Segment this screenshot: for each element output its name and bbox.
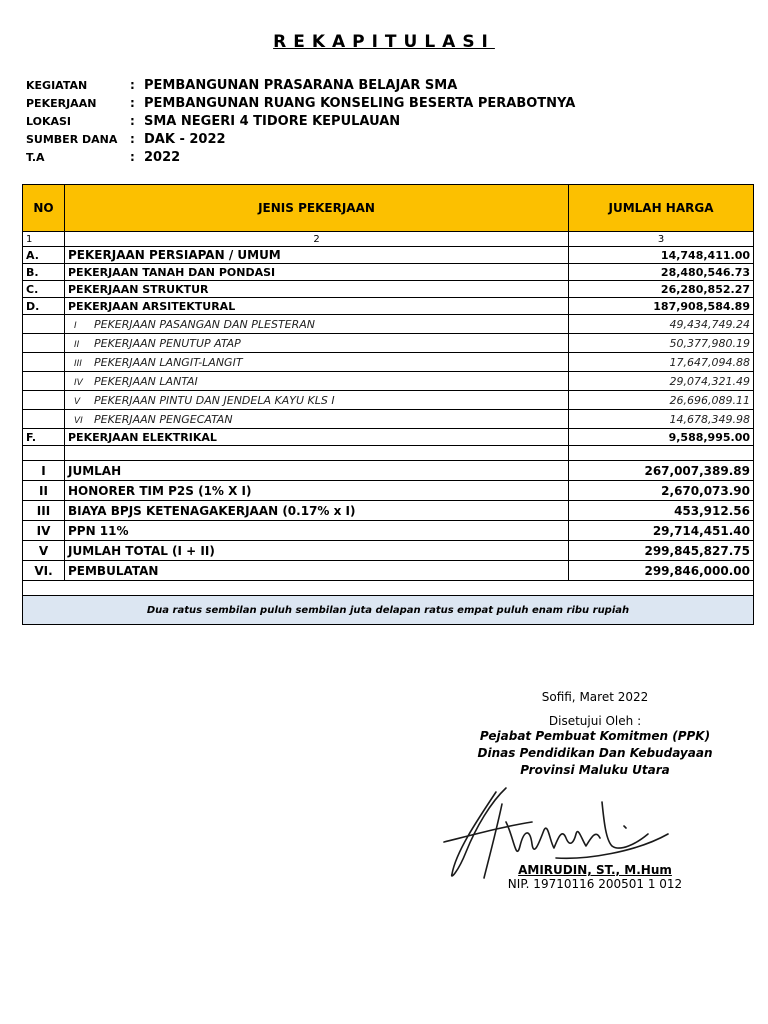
- subrow-no: [23, 410, 65, 429]
- subrow-roman: I: [74, 320, 77, 331]
- subrow-no: [23, 372, 65, 391]
- blank-cell: [65, 446, 569, 461]
- row-jenis: PEKERJAAN ARSITEKTURAL: [65, 298, 569, 315]
- subrow-no: [23, 391, 65, 410]
- summary-row: [23, 501, 754, 521]
- meta-row-sumber-dana: [26, 130, 575, 148]
- rekap-table: [22, 184, 754, 625]
- row-jenis: PEKERJAAN STRUKTUR: [65, 281, 569, 298]
- summary-amount: 299,845,827.75: [569, 541, 754, 561]
- meta-label: SUMBER DANA: [26, 132, 118, 146]
- summary-jenis: BIAYA BPJS KETENAGAKERJAAN (0.17% x I): [65, 501, 569, 521]
- table-subrow: [23, 410, 754, 429]
- summary-jenis: PPN 11%: [65, 521, 569, 541]
- meta-colon: :: [130, 150, 135, 164]
- subrow-roman: IV: [74, 377, 83, 388]
- meta-colon: :: [130, 114, 135, 128]
- meta-row-kegiatan: [26, 76, 575, 94]
- summary-row: [23, 521, 754, 541]
- header-jumlah: JUMLAH HARGA: [569, 185, 754, 232]
- meta-value: 2022: [144, 149, 181, 165]
- summary-no: III: [23, 501, 65, 521]
- subrow-amount: 14,678,349.98: [569, 410, 754, 429]
- meta-colon: :: [130, 96, 135, 110]
- summary-amount: 2,670,073.90: [569, 481, 754, 501]
- subrow-label: PEKERJAAN LANTAI: [94, 374, 198, 388]
- amount-in-words-row: [23, 596, 754, 625]
- row-amount: 187,908,584.89: [569, 298, 754, 315]
- row-amount: 9,588,995.00: [569, 429, 754, 446]
- amount-in-words: Dua ratus sembilan puluh sembilan juta delapan ratus empat puluh enam ribu rupiah: [23, 596, 754, 625]
- subrow-amount: 17,647,094.88: [569, 353, 754, 372]
- subrow-label: PEKERJAAN PINTU DAN JENDELA KAYU KLS I: [94, 393, 335, 407]
- table-header-row: [23, 185, 754, 232]
- blank-row: [23, 581, 754, 596]
- subrow-label: PEKERJAAN PENGECATAN: [94, 412, 233, 426]
- document-title: REKAPITULASI: [273, 32, 495, 52]
- signer-name: AMIRUDIN, ST., M.Hum: [518, 863, 672, 877]
- table-index-row: [23, 232, 754, 247]
- subrow-jenis: [65, 353, 569, 372]
- subrow-jenis: [65, 372, 569, 391]
- subrow-roman: II: [74, 339, 80, 350]
- place-date: Sofifi, Maret 2022: [541, 690, 649, 704]
- subrow-amount: 29,074,321.49: [569, 372, 754, 391]
- handwritten-signature: [436, 782, 676, 882]
- row-jenis: PEKERJAAN PERSIAPAN / UMUM: [65, 247, 569, 264]
- row-no: C.: [23, 281, 65, 298]
- index-cell: 1: [23, 232, 65, 247]
- summary-amount: 299,846,000.00: [569, 561, 754, 581]
- meta-row-lokasi: [26, 112, 575, 130]
- subrow-no: [23, 315, 65, 334]
- subrow-label: PEKERJAAN PASANGAN DAN PLESTERAN: [94, 317, 316, 331]
- blank-row: [23, 446, 754, 461]
- meta-label: KEGIATAN: [26, 78, 88, 92]
- blank-cell: [23, 581, 754, 596]
- signer-nip: NIP. 19710116 200501 1 012: [507, 877, 683, 891]
- header-jenis: JENIS PEKERJAAN: [65, 185, 569, 232]
- summary-jenis: JUMLAH: [65, 461, 569, 481]
- org-line-3: Provinsi Maluku Utara: [520, 763, 670, 777]
- summary-no: I: [23, 461, 65, 481]
- meta-colon: :: [130, 132, 135, 146]
- summary-amount: 453,912.56: [569, 501, 754, 521]
- subrow-roman: III: [74, 358, 82, 369]
- subrow-amount: 49,434,749.24: [569, 315, 754, 334]
- meta-label: LOKASI: [26, 114, 72, 128]
- row-no: F.: [23, 429, 65, 446]
- table-subrow: [23, 391, 754, 410]
- subrow-jenis: [65, 334, 569, 353]
- meta-block: [26, 76, 575, 166]
- meta-row-pekerjaan: [26, 94, 575, 112]
- index-cell: 3: [569, 232, 754, 247]
- subrow-jenis: [65, 315, 569, 334]
- row-jenis: PEKERJAAN ELEKTRIKAL: [65, 429, 569, 446]
- meta-label: T.A: [26, 150, 45, 164]
- subrow-roman: V: [74, 396, 81, 407]
- row-amount: 14,748,411.00: [569, 247, 754, 264]
- summary-row: [23, 561, 754, 581]
- table-subrow: [23, 372, 754, 391]
- subrow-label: PEKERJAAN PENUTUP ATAP: [94, 336, 241, 350]
- row-jenis: PEKERJAAN TANAH DAN PONDASI: [65, 264, 569, 281]
- blank-cell: [569, 446, 754, 461]
- table-row: [23, 247, 754, 264]
- meta-value: SMA NEGERI 4 TIDORE KEPULAUAN: [144, 113, 401, 129]
- summary-no: IV: [23, 521, 65, 541]
- summary-jenis: HONORER TIM P2S (1% X I): [65, 481, 569, 501]
- meta-row-ta: [26, 148, 575, 166]
- subrow-no: [23, 353, 65, 372]
- summary-row: [23, 541, 754, 561]
- row-no: B.: [23, 264, 65, 281]
- org-line-1: Pejabat Pembuat Komitmen (PPK): [479, 729, 711, 743]
- summary-jenis: PEMBULATAN: [65, 561, 569, 581]
- row-amount: 26,280,852.27: [569, 281, 754, 298]
- row-amount: 28,480,546.73: [569, 264, 754, 281]
- table-row: [23, 281, 754, 298]
- table-subrow: [23, 334, 754, 353]
- table-row: [23, 298, 754, 315]
- summary-jenis: JUMLAH TOTAL (I + II): [65, 541, 569, 561]
- row-no: D.: [23, 298, 65, 315]
- meta-value: PEMBANGUNAN PRASARANA BELAJAR SMA: [144, 77, 458, 93]
- table-row: [23, 429, 754, 446]
- org-line-2: Dinas Pendidikan Dan Kebudayaan: [477, 746, 713, 760]
- table-row: [23, 264, 754, 281]
- summary-row: [23, 461, 754, 481]
- summary-amount: 29,714,451.40: [569, 521, 754, 541]
- header-no: NO: [23, 185, 65, 232]
- table-subrow: [23, 353, 754, 372]
- index-cell: 2: [65, 232, 569, 247]
- row-no: A.: [23, 247, 65, 264]
- subrow-jenis: [65, 410, 569, 429]
- table-subrow: [23, 315, 754, 334]
- meta-value: PEMBANGUNAN RUANG KONSELING BESERTA PERABOTNYA: [144, 95, 576, 111]
- meta-colon: :: [130, 78, 135, 92]
- subrow-amount: 26,696,089.11: [569, 391, 754, 410]
- summary-no: VI.: [23, 561, 65, 581]
- subrow-no: [23, 334, 65, 353]
- blank-cell: [23, 446, 65, 461]
- subrow-jenis: [65, 391, 569, 410]
- summary-no: II: [23, 481, 65, 501]
- subrow-roman: VI: [74, 415, 83, 426]
- approved-by: Disetujui Oleh :: [548, 714, 642, 728]
- meta-value: DAK - 2022: [144, 131, 226, 147]
- summary-amount: 267,007,389.89: [569, 461, 754, 481]
- meta-label: PEKERJAAN: [26, 96, 97, 110]
- subrow-label: PEKERJAAN LANGIT-LANGIT: [94, 355, 243, 369]
- summary-no: V: [23, 541, 65, 561]
- subrow-amount: 50,377,980.19: [569, 334, 754, 353]
- summary-row: [23, 481, 754, 501]
